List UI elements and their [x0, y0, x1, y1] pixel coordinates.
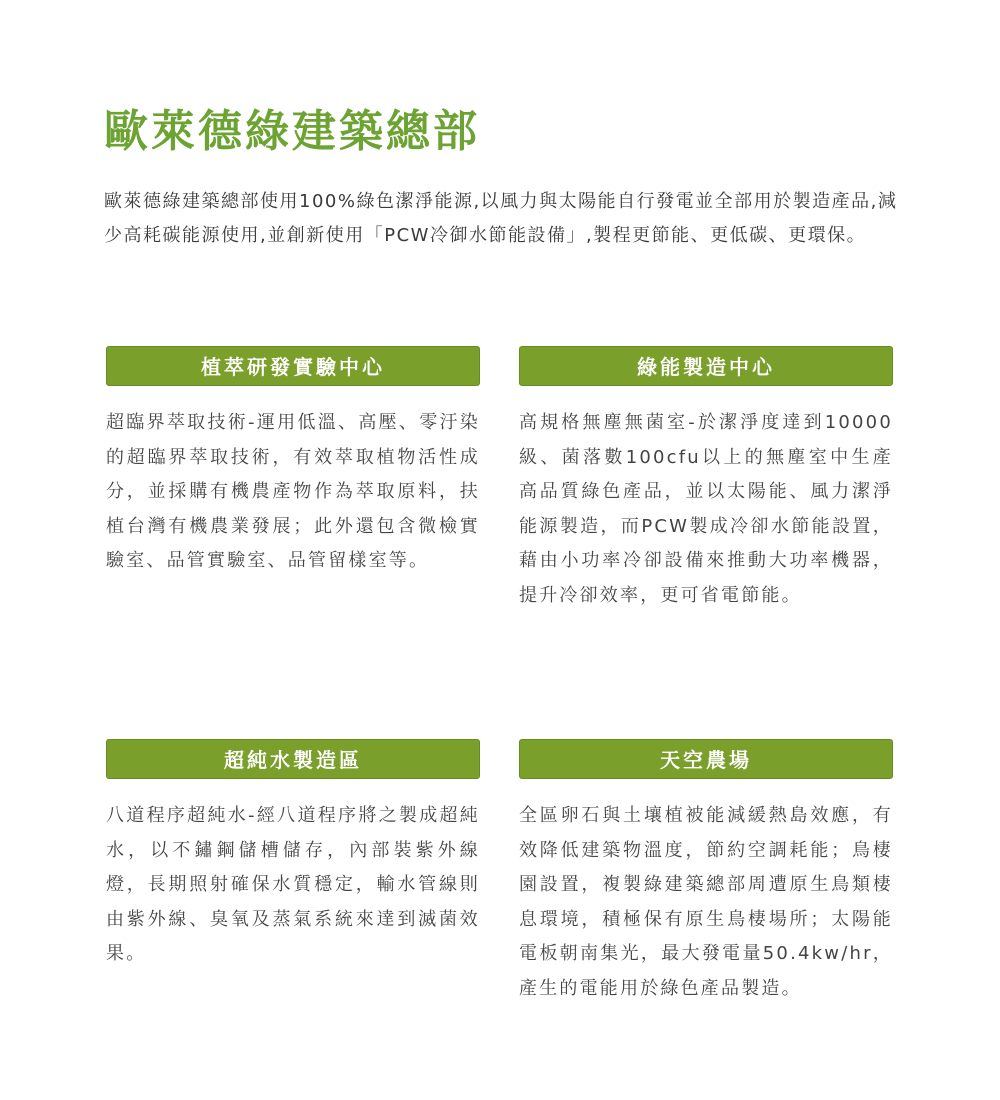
- section-green-manufacturing: [519, 346, 893, 613]
- section-header: 植萃研發實驗中心: [106, 346, 480, 386]
- section-body: 高規格無塵無菌室-於潔淨度達到10000級、菌落數100cfu以上的無塵室中生產高品質綠色產品，並以太陽能、風力潔淨能源製造，而PCW製成冷卻水節能設置，藉由小功率冷卻設備來推動大功率機器，提升冷卻效率，更可省電節能。: [519, 412, 893, 606]
- section-header: 超純水製造區: [106, 739, 480, 779]
- page-title: 歐萊德綠建築總部: [104, 106, 480, 157]
- section-body: 超臨界萃取技術-運用低溫、高壓、零汙染的超臨界萃取技術，有效萃取植物活性成分，並採購有機農產物作為萃取原料，扶植台灣有機農業發展；此外還包含微檢實驗室、品管實驗室、品管留樣室等。: [106, 412, 480, 571]
- section-sky-farm: [519, 739, 893, 1006]
- section-body: 全區卵石與土壤植被能減緩熱島效應，有效降低建築物溫度，節約空調耗能；鳥棲園設置，複製綠建築總部周遭原生鳥類棲息環境，積極保有原生鳥棲場所；太陽能電板朝南集光，最大發電量50.4kw/hr，產生的電能用於綠色產品製造。: [519, 805, 893, 999]
- section-extraction-lab: [106, 346, 480, 579]
- section-header: 綠能製造中心: [519, 346, 893, 386]
- section-header: 天空農場: [519, 739, 893, 779]
- section-body: 八道程序超純水-經八道程序將之製成超純水，以不鏽鋼儲槽儲存，內部裝紫外線燈，長期照射確保水質穩定，輸水管線則由紫外線、臭氧及蒸氣系統來達到滅菌效果。: [106, 805, 480, 964]
- section-ultrapure-water: [106, 739, 480, 972]
- intro-paragraph: 歐萊德綠建築總部使用100%綠色潔淨能源,以風力與太陽能自行發電並全部用於製造產品,減少高耗碳能源使用,並創新使用「PCW冷御水節能設備」,製程更節能、更低碳、更環保。: [104, 191, 898, 246]
